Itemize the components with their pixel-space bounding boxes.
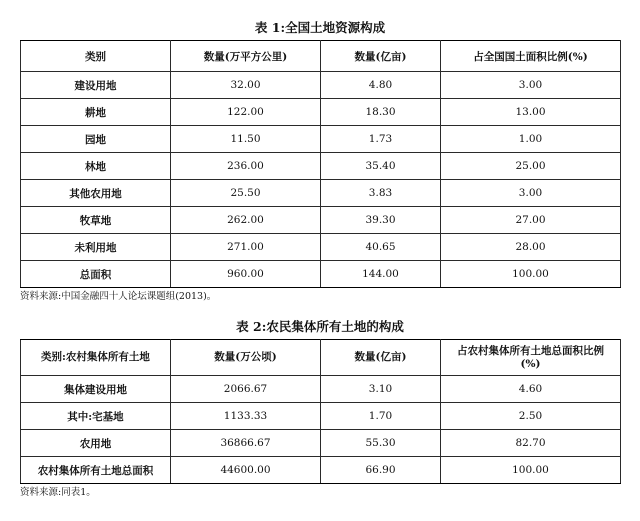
table1-row [21,180,621,207]
table2-cell: 4.60 [441,376,621,403]
table1-cell: 25.00 [441,153,621,180]
table1-header-cell: 类别 [21,41,171,72]
table2-row [21,403,621,430]
table1-cell: 39.30 [321,207,441,234]
table2-cell: 82.70 [441,430,621,457]
table1-cell: 1.73 [321,126,441,153]
table1-cell: 18.30 [321,99,441,126]
table2-row-label: 农村集体所有土地总面积 [21,457,171,484]
table1-row-label: 未利用地 [21,234,171,261]
table2-cell: 44600.00 [171,457,321,484]
table1-cell: 1.00 [441,126,621,153]
table2-cell: 100.00 [441,457,621,484]
table2-cell: 2066.67 [171,376,321,403]
table2 [20,339,621,484]
table1-row-label: 林地 [21,153,171,180]
table1-row [21,153,621,180]
table1-cell: 3.83 [321,180,441,207]
table1-row [21,207,621,234]
table1-cell: 3.00 [441,180,621,207]
table1-row-label: 园地 [21,126,171,153]
table1-body [21,72,621,288]
table2-body [21,376,621,484]
table1-caption: 表 1:全国土地资源构成 [254,20,386,35]
table2-cell: 1133.33 [171,403,321,430]
table2-header-row [21,340,621,376]
table1-row-label: 牧草地 [21,207,171,234]
table1-cell: 3.00 [441,72,621,99]
table1-row [21,126,621,153]
table1-header-cell: 占全国国土面积比例(%) [441,41,621,72]
table1-source-note: 资料来源:中国金融四十人论坛课题组(2013)。 [20,291,217,302]
table1-section [20,20,620,303]
table1-cell: 40.65 [321,234,441,261]
table2-row [21,376,621,403]
table1 [20,40,621,288]
table1-cell: 11.50 [171,126,321,153]
table2-header-cell: 数量(亿亩) [321,340,441,376]
table1-cell: 4.80 [321,72,441,99]
table1-cell: 35.40 [321,153,441,180]
table2-caption: 表 2:农民集体所有土地的构成 [236,319,404,334]
table1-row-label: 耕地 [21,99,171,126]
table1-cell: 100.00 [441,261,621,288]
table1-cell: 122.00 [171,99,321,126]
table1-cell: 13.00 [441,99,621,126]
table1-cell: 28.00 [441,234,621,261]
table1-cell: 27.00 [441,207,621,234]
table1-cell: 271.00 [171,234,321,261]
table1-row-label: 建设用地 [21,72,171,99]
table1-cell: 144.00 [321,261,441,288]
table1-header-cell: 数量(万平方公里) [171,41,321,72]
table1-cell: 960.00 [171,261,321,288]
table1-row-label: 总面积 [21,261,171,288]
table2-cell: 3.10 [321,376,441,403]
table2-section [20,319,620,499]
table1-header-row [21,41,621,72]
table2-row [21,430,621,457]
table2-header-cell: 类别:农村集体所有土地 [21,340,171,376]
table2-row-label: 农用地 [21,430,171,457]
table2-cell: 36866.67 [171,430,321,457]
table2-cell: 2.50 [441,403,621,430]
table2-row-label: 其中:宅基地 [21,403,171,430]
table1-cell: 25.50 [171,180,321,207]
table2-cell: 1.70 [321,403,441,430]
table2-source-note: 资料来源:同表1。 [20,487,96,498]
table1-row-label: 其他农用地 [21,180,171,207]
table1-cell: 262.00 [171,207,321,234]
table1-cell: 236.00 [171,153,321,180]
table1-row [21,261,621,288]
table1-header-cell: 数量(亿亩) [321,41,441,72]
table2-header-cell: 数量(万公顷) [171,340,321,376]
table2-row [21,457,621,484]
table2-header-cell: 占农村集体所有土地总面积比例 (%) [441,340,621,376]
table2-cell: 55.30 [321,430,441,457]
table1-cell: 32.00 [171,72,321,99]
table2-row-label: 集体建设用地 [21,376,171,403]
table1-row [21,72,621,99]
table1-row [21,234,621,261]
table1-row [21,99,621,126]
table2-cell: 66.90 [321,457,441,484]
